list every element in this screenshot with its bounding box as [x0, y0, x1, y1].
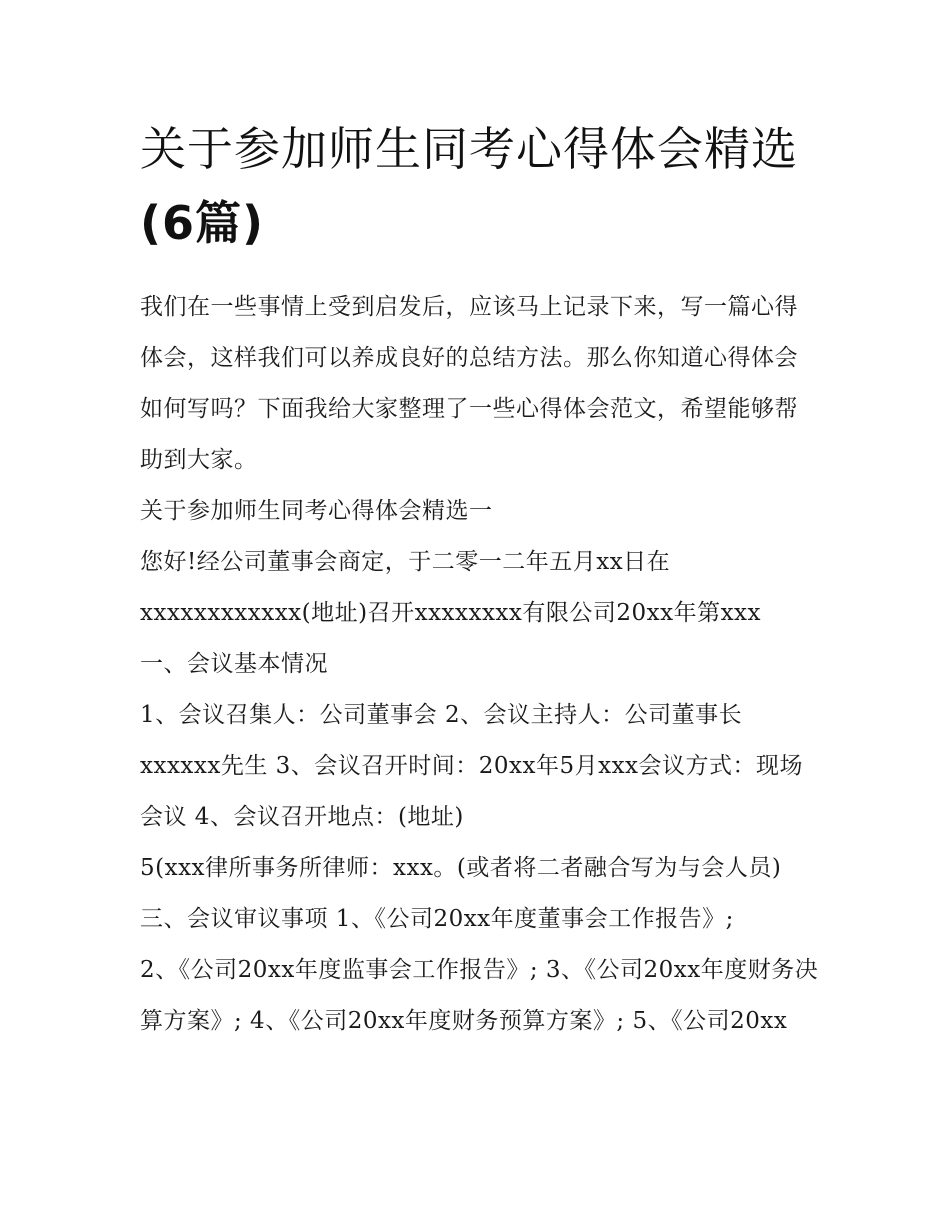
agenda-heading-line: 三、会议审议事项 1、《公司20xx年度董事会工作报告》;: [140, 906, 734, 932]
document-body: [140, 112, 820, 1047]
title-main-text: 关于参加师生同考心得体会精选: [140, 122, 798, 176]
document-title: [140, 112, 820, 260]
meeting-basics-heading: 一、会议基本情况: [140, 651, 328, 677]
greeting-line: 您好!经公司董事会商定，于二零一二年五月xx日在: [140, 549, 671, 575]
meeting-details-paragraph: 1、会议召集人：公司董事会 2、会议主持人：公司董事长xxxxxx先生 3、会议召开时间：20xx年5月xxx会议方式：现场会议 4、会议召开地点：(地址): [140, 702, 804, 830]
intro-paragraph: 我们在一些事情上受到启发后，应该马上记录下来，写一篇心得体会，这样我们可以养成良好的总结方法。那么你知道心得体会如何写吗？下面我给大家整理了一些心得体会范文，希望能够帮助到大家。: [140, 294, 798, 473]
attendees-line: 5(xxx律所事务所律师：xxx。(或者将二者融合写为与会人员): [140, 855, 782, 881]
meeting-location-line: xxxxxxxxxxxx(地址)召开xxxxxxxx有限公司20xx年第xxx: [140, 600, 761, 626]
title-count-text: (6篇): [140, 196, 265, 250]
section-heading-1: 关于参加师生同考心得体会精选一: [140, 498, 493, 524]
agenda-items-paragraph: 2、《公司20xx年度监事会工作报告》; 3、《公司20xx年度财务决算方案》; 4、《公司20xx年度财务预算方案》; 5、《公司20xx: [140, 957, 819, 1034]
